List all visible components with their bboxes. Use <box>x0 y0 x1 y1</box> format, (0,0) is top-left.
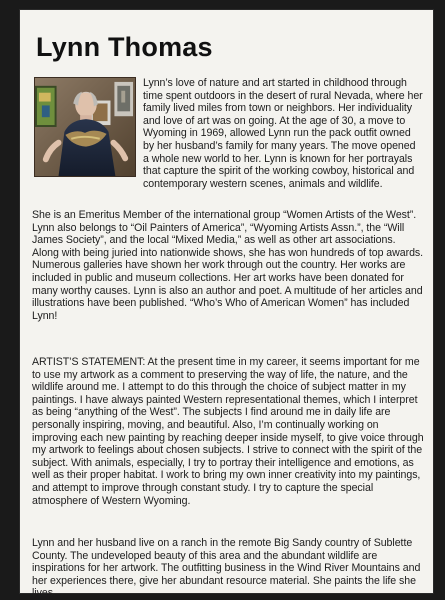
intro-paragraph: Lynn’s love of nature and art started in childhood through time spent outdoors in the desert of rural Nevada, where her family lived miles from town or neighbors. Her individuality and love of art was on going. At the age of 30, a move to Wyoming in 1969, allowed Lynn run the pack outfit owned by her husband’s family for many years. The move opened a whole new world to her. Lynn is known for her portrayals that capture the spirit of the working cowboy, historical and contemporary western scenes, animals and wildlife. <box>143 77 423 190</box>
membership-paragraph: She is an Emeritus Member of the international group “Women Artists of the West”. Lynn also belongs to “Oil Painters of America”, “Wyoming Artists Assn.”, the “Will James Society”, and the local “Mixed Media,” as well as other art associations. Along with being juried into nationwide shows, she has won hundreds of top awards. Numerous galleries have shown her work through out the country. Her works are included in public and museum collections. Her art works have been donated for many worthy causes. Lynn is also an author and poet. A multitude of her articles and illustrations have been published. “Who’s Who of American Women” has included Lynn! <box>32 209 424 322</box>
artist-name: Lynn Thomas <box>36 32 213 62</box>
artist-statement-paragraph: ARTIST’S STATEMENT: At the present time in my career, it seems important for me to use my artwork as a comment to preserving the way of life, the nature, and the wildlife around me. I attempt to do this through the choice of subject matter in my paintings. I have always painted Western representational themes, which I interpret as being “anything of the West”. The subjects I find around me in daily life are personally inspiring, moving, and beautiful. Also, I’m continually working on improving each new painting by reaching deeper inside myself, to give voice through my artwork to feelings about chosen subjects. I strive to connect with the spirit of the subject. With animals, especially, I try to portray their intelligence and emotions, as well as their proper habitat. I work to bring my own inner creativity into my paintings, and attempt to improve through constant study. I try to capture the special atmosphere of Western Wyoming. <box>32 356 424 507</box>
bio-sheet <box>19 9 434 600</box>
ranch-paragraph: Lynn and her husband live on a ranch in the remote Big Sandy country of Sublette County. The undeveloped beauty of this area and the abundant wildlife are inspirations for her artwork. The outfitting business in the Wind River Mountains and her experiences there, give her abundant resource material. She paints the life she lives. <box>32 537 421 600</box>
